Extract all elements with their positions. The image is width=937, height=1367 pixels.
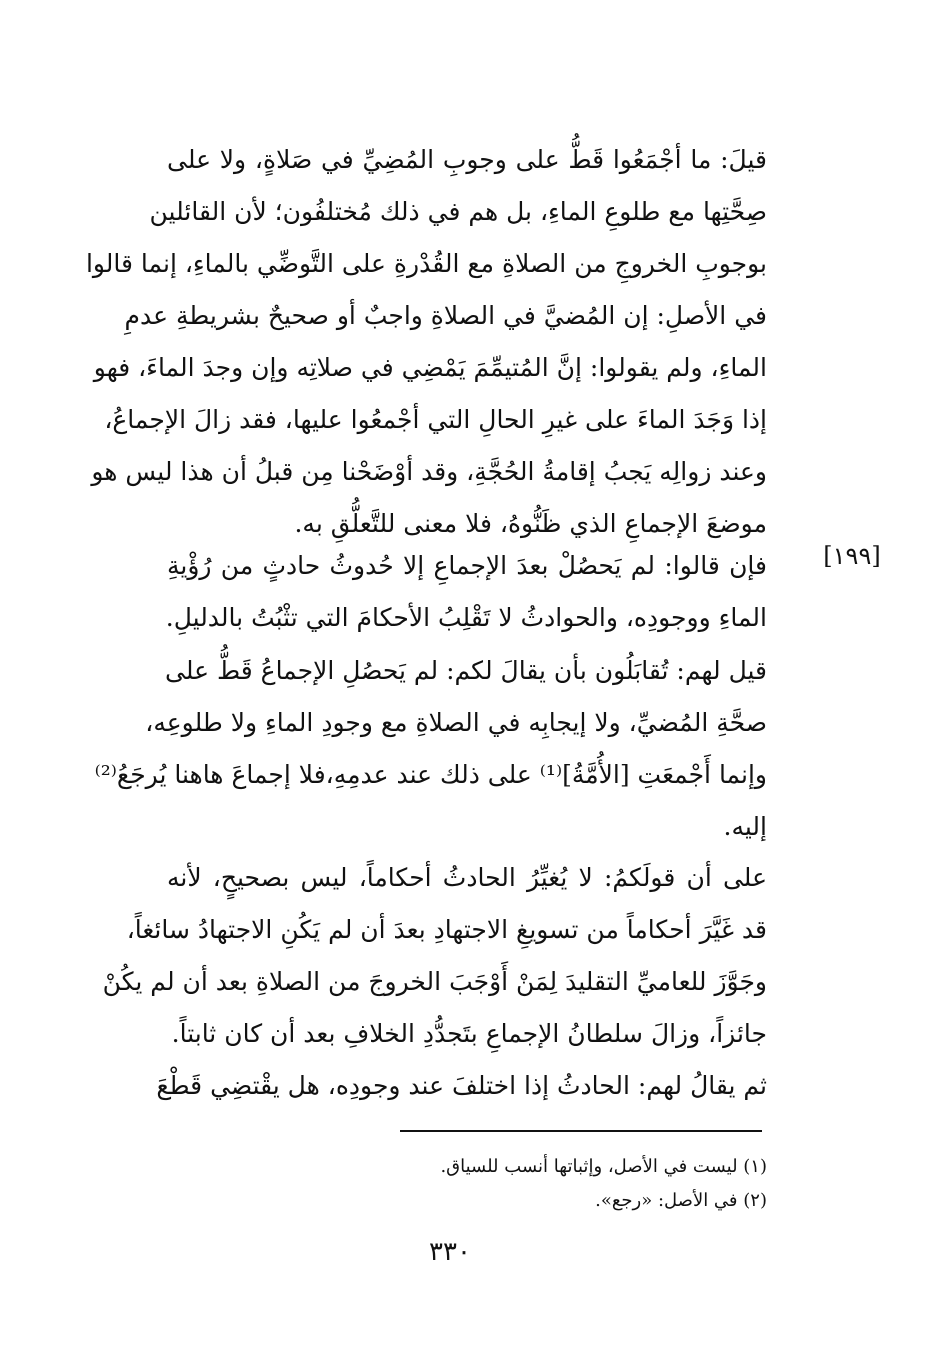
page-number: ٣٣٠ [429, 1237, 471, 1267]
text-line: الماءِ ووجودِه، والحوادثُ لا تَقْلِبُ الأحكامَ التي تثْبُتُ بالدليلِ. [165, 603, 767, 632]
margin-section-number: [١٩٩] [823, 542, 881, 570]
text-line: الماءِ، ولم يقولوا: إنَّ المُتيمِّمَ يَمْضِي في صلاتِه وإن وجدَ الماءَ، فهو [93, 353, 767, 382]
text-line: ثم يقالُ لهم: الحادثُ إذا اختلفَ عند وجودِه، هل يقْتضِي قَطْعَ [156, 1071, 767, 1100]
text-line: وإنما أَجْمعَتِ [الأُمَّةُ]⁽¹⁾ على ذلك عند عدمِهِ،فلا إجماعَ هاهنا يُرجَعُ⁽²⁾ [94, 760, 767, 789]
text-line: قد غَيَّرَ أحكاماً من تسويغِ الاجتهادِ بعدَ أن لم يَكُنِ الاجتهادُ سائغاً، [126, 915, 767, 944]
text-line: إذا وَجَدَ الماءَ على غيرِ الحالِ التي أجْمعُوا عليها، فقد زالَ الإجماعُ، [104, 405, 767, 434]
paragraph-1 [85, 134, 767, 550]
footnotes [347, 1150, 767, 1218]
paragraph-4 [102, 852, 767, 1060]
text-line: جائزاً، وزالَ سلطانُ الإجماعِ بتَجدُّدِ الخلافِ بعد أن كان ثابتاً. [171, 1019, 767, 1048]
text-line: في الأصلِ: إن المُضيَّ في الصلاةِ واجبٌ أو صحيحٌ بشريطةِ عدمِ [124, 301, 767, 330]
text-line: صِحَّتِها مع طلوعِ الماءِ، بل هم في ذلك مُختلفُون؛ لأن القائلين [149, 197, 767, 226]
text-line: وجَوَّزَ للعاميِّ التقليدَ لِمَنْ أَوْجَبَ الخروجَ من الصلاةِ بعد أن لم يكُنْ [102, 967, 767, 996]
footnote-separator [400, 1130, 762, 1132]
text-line: وعند زوالِه يَجبُ إقامةُ الحُجَّةِ، وقد أوْضَحْنا مِن قبلُ أن هذا ليس هو [91, 457, 767, 486]
text-line: إليه. [723, 812, 767, 841]
text-line: فإن قالوا: لم يَحصُلْ بعدَ الإجماعِ إلا حُدوثُ حادثٍ من رُؤْيةِ [167, 551, 767, 580]
paragraph-3 [94, 645, 767, 853]
paragraph-2 [167, 540, 767, 644]
footnote-2: (٢) في الأصل: «رجع». [595, 1190, 767, 1211]
text-line: على أن قولَكمُ: لا يُغيِّرُ الحادثُ أحكاماً، ليس بصحيحٍ، لأنه [167, 863, 767, 892]
text-line: قيل لهم: تُقابَلُون بأن يقالَ لكم: لم يَحصُلِ الإجماعُ قَطُّ على [165, 656, 767, 685]
paragraph-5 [156, 1060, 767, 1112]
text-line: صحَّةِ المُضيِّ، ولا إيجابِه في الصلاةِ مع وجودِ الماءِ ولا طلوعِه، [145, 708, 767, 737]
text-line: قيلَ: ما أجْمَعُوا قَطُّ على وجوبِ المُضِيِّ في صَلاةٍ، ولا على [167, 145, 767, 174]
text-line: بوجوبِ الخروجِ من الصلاةِ مع القُدْرةِ على التَّوضِّي بالماءِ، إنما قالوا [85, 249, 767, 278]
footnote-1: (١) ليست في الأصل، وإثباتها أنسب للسياق. [440, 1156, 767, 1177]
text-line: موضعَ الإجماعِ الذي ظَنُّوهُ، فلا معنى للتَّعلُّقِ به. [294, 509, 767, 538]
